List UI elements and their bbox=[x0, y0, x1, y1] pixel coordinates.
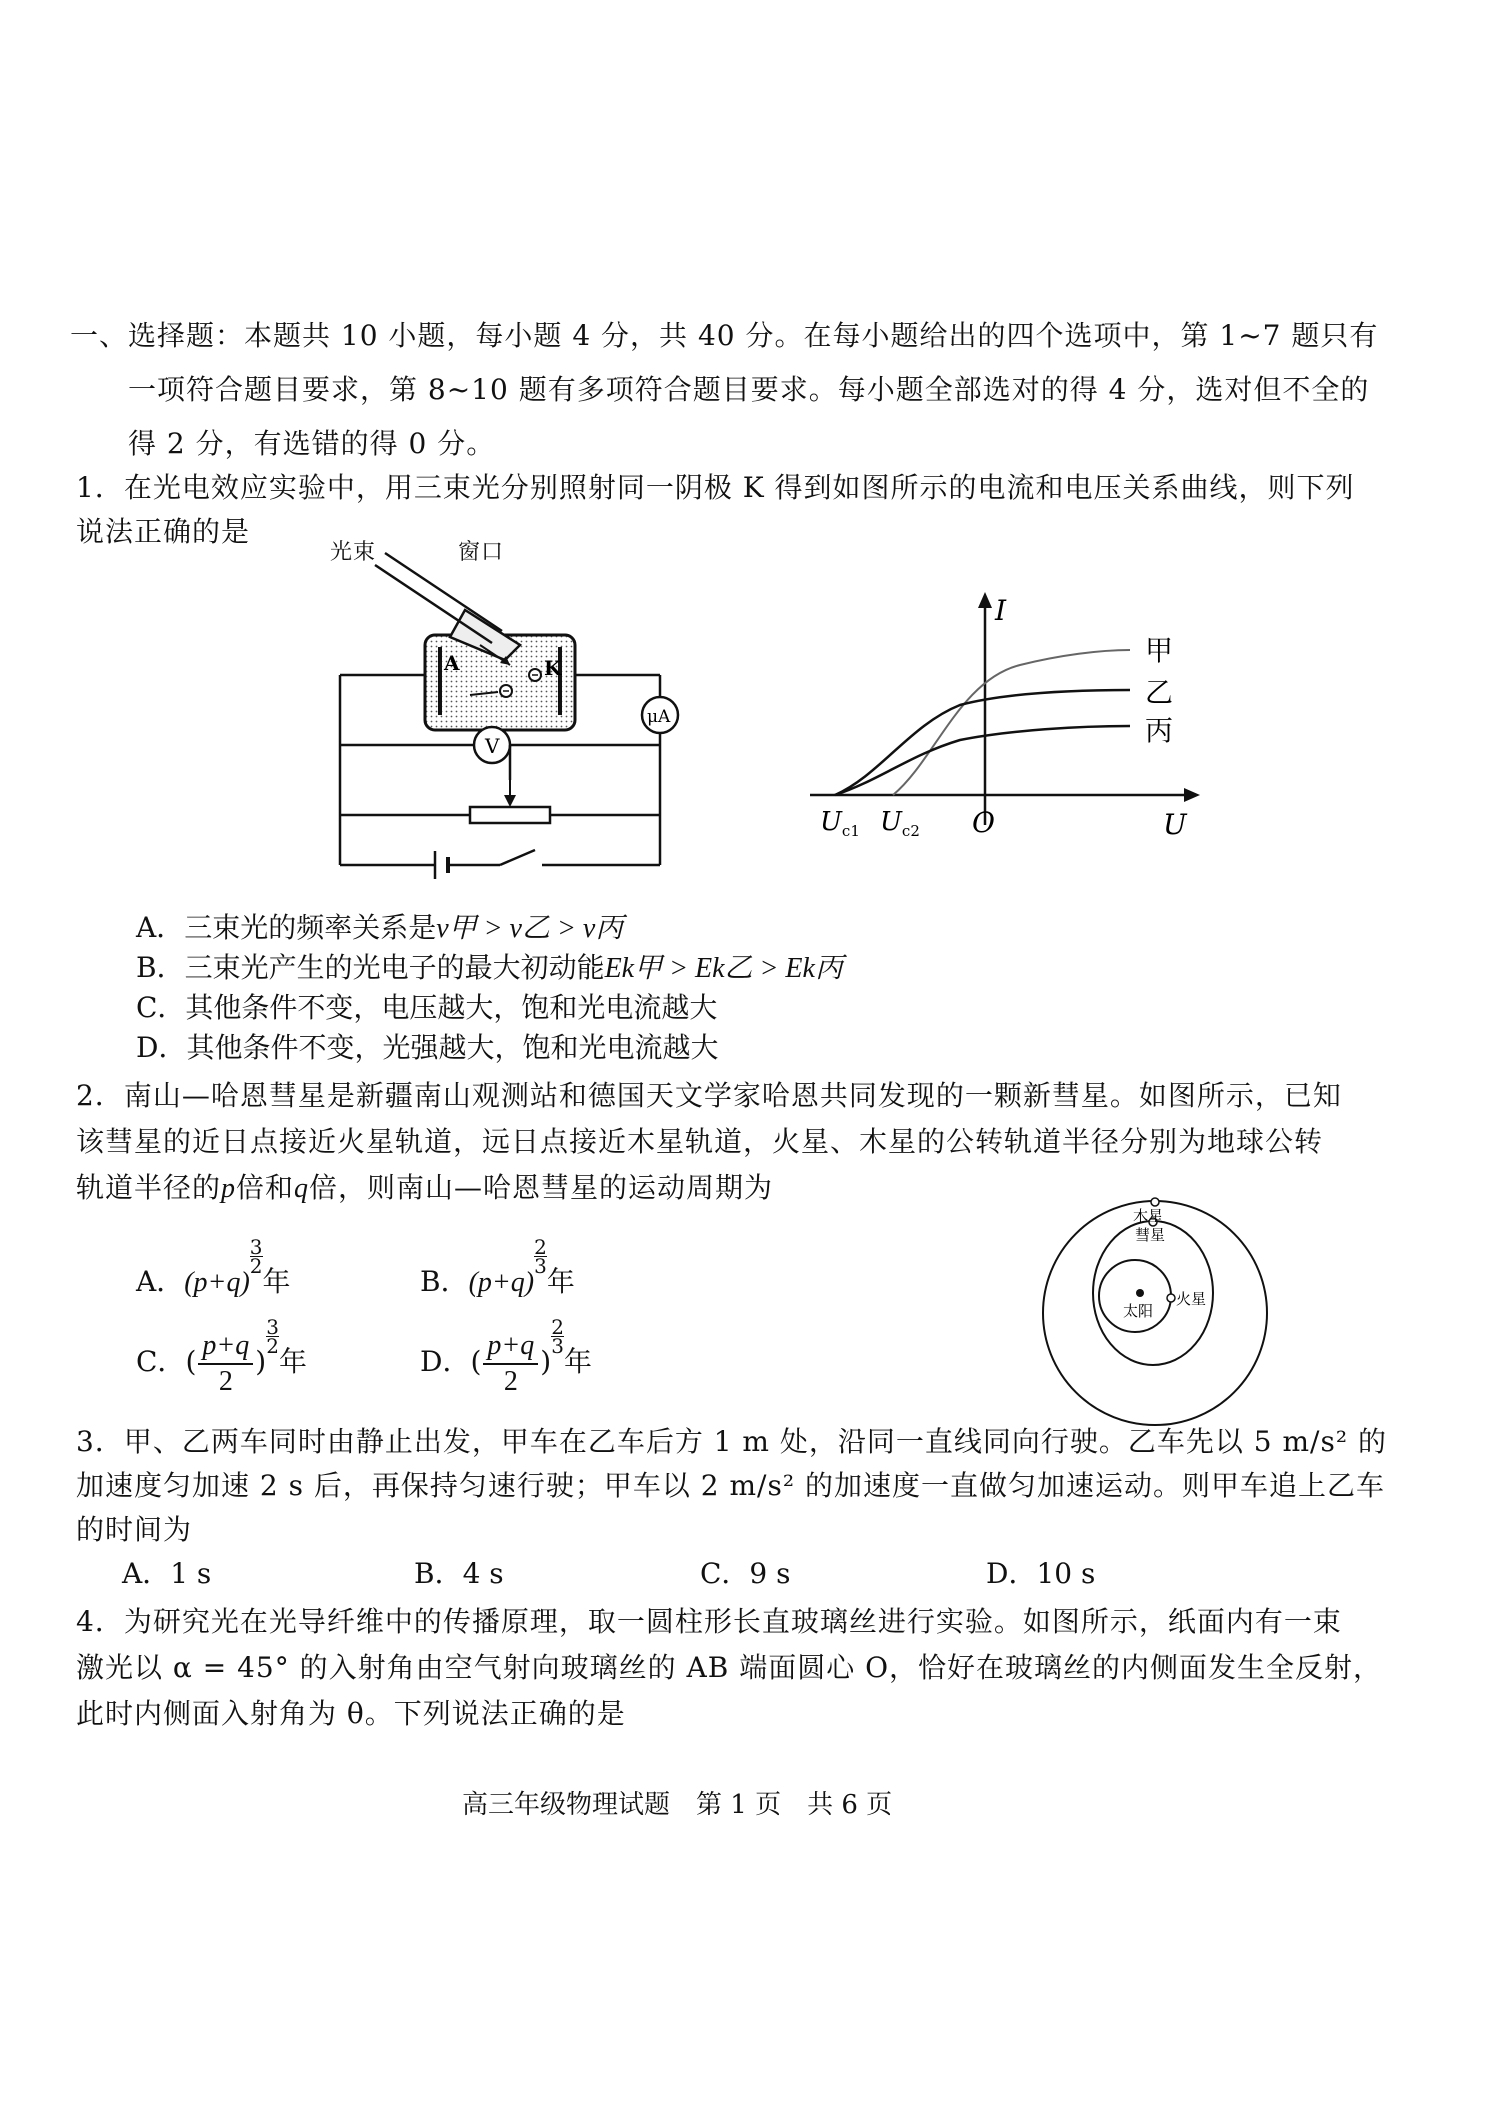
cathode-label: K bbox=[544, 656, 562, 680]
q1-option-c: C．其他条件不变，电压越大，饱和光电流越大 bbox=[136, 991, 718, 1024]
q2-stem-line3: 轨道半径的p倍和q倍，则南山—哈恩彗星的运动周期为 bbox=[76, 1171, 774, 1204]
origin-label: O bbox=[972, 806, 995, 839]
q3-option-d: D．10 s bbox=[986, 1557, 1096, 1590]
q2-stem-line1: 2．南山—哈恩彗星是新疆南山观测站和德国天文学家哈恩共同发现的一颗新彗星。如图所示，已知 bbox=[76, 1079, 1342, 1112]
section-header-line1: 一、选择题：本题共 10 小题，每小题 4 分，共 40 分。在每小题给出的四个选项中，第 1~7 题只有 bbox=[70, 319, 1379, 352]
uc1-label: $U_{c1}$ bbox=[820, 807, 860, 840]
q4-stem-line3: 此时内侧面入射角为 θ。下列说法正确的是 bbox=[76, 1697, 626, 1730]
beam-label: 光束 bbox=[330, 540, 377, 565]
curve-label-bing: 丙 bbox=[1145, 714, 1174, 747]
q3-stem-line1: 3．甲、乙两车同时由静止出发，甲车在乙车后方 1 m 处，沿同一直线同向行驶。乙车先以 5 m/s² 的 bbox=[76, 1425, 1387, 1458]
uc2-label: $U_{c2}$ bbox=[880, 807, 920, 840]
jupiter-label: 木星 bbox=[1133, 1207, 1164, 1225]
section-header-line2: 一项符合题目要求，第 8~10 题有多项符合题目要求。每小题全部选对的得 4 分，选对但不全的 bbox=[128, 373, 1370, 406]
q1-option-a: A．三束光的频率关系是ν甲 > ν乙 > ν丙 bbox=[136, 911, 624, 944]
mars-label: 火星 bbox=[1176, 1290, 1207, 1308]
curve-yi bbox=[835, 690, 1130, 795]
q2-option-c: C．( $\frac{p+q}{2}$ ) $\frac{3}{2}$ 年 bbox=[136, 1315, 307, 1397]
q2-stem-line2: 该彗星的近日点接近火星轨道，远日点接近木星轨道，火星、木星的公转轨道半径分别为地球公转 bbox=[76, 1125, 1324, 1158]
page-footer: 高三年级物理试题 第 1 页 共 6 页 bbox=[462, 1790, 893, 1820]
q2-orbit-diagram bbox=[1035, 1188, 1275, 1428]
q1-option-d: D．其他条件不变，光强越大，饱和光电流越大 bbox=[136, 1031, 719, 1064]
q2-option-d: D．( $\frac{p+q}{2}$ ) $\frac{2}{3}$ 年 bbox=[420, 1315, 592, 1397]
q1-option-b: B．三束光产生的光电子的最大初动能Ek甲 > Ek乙 > Ek丙 bbox=[136, 951, 843, 984]
comet-label: 彗星 bbox=[1135, 1226, 1166, 1244]
q2-option-a: A．(p+q) $\frac{3}{2}$ 年 bbox=[136, 1235, 291, 1298]
q1-stem-line2: 说法正确的是 bbox=[76, 515, 251, 548]
q1-circuit-diagram bbox=[320, 535, 680, 895]
q2-option-b: B．(p+q) $\frac{2}{3}$ 年 bbox=[420, 1235, 575, 1298]
anode-label: A bbox=[444, 651, 460, 675]
sun-label: 太阳 bbox=[1123, 1302, 1154, 1320]
window-label: 窗口 bbox=[458, 540, 505, 565]
y-axis-label: I bbox=[995, 594, 1007, 627]
q3-option-b: B．4 s bbox=[414, 1557, 504, 1590]
x-axis-label: U bbox=[1163, 808, 1187, 840]
q1-stem-line1: 1．在光电效应实验中，用三束光分别照射同一阴极 K 得到如图所示的电流和电压关系曲线，则下列 bbox=[76, 471, 1355, 504]
section-header-line3: 得 2 分，有选错的得 0 分。 bbox=[128, 427, 496, 460]
curve-label-yi: 乙 bbox=[1145, 676, 1174, 709]
curve-bing bbox=[835, 726, 1130, 795]
curve-label-jia: 甲 bbox=[1145, 634, 1174, 667]
voltmeter-label: V bbox=[485, 734, 500, 758]
q3-stem-line2: 加速度匀加速 2 s 后，再保持匀速行驶；甲车以 2 m/s² 的加速度一直做匀加速运动。则甲车追上乙车 bbox=[76, 1469, 1385, 1502]
ammeter-label: μA bbox=[647, 707, 671, 727]
q3-stem-line3: 的时间为 bbox=[76, 1513, 193, 1546]
q3-option-a: A．1 s bbox=[122, 1557, 212, 1590]
q4-stem-line1: 4．为研究光在光导纤维中的传播原理，取一圆柱形长直玻璃丝进行实验。如图所示，纸面内有一束 bbox=[76, 1605, 1342, 1638]
q4-stem-line2: 激光以 α = 45° 的入射角由空气射向玻璃丝的 AB 端面圆心 O，恰好在玻璃丝的内侧面发生全反射， bbox=[76, 1651, 1383, 1684]
q1-iu-graph bbox=[800, 580, 1220, 840]
q3-option-c: C．9 s bbox=[700, 1557, 791, 1590]
